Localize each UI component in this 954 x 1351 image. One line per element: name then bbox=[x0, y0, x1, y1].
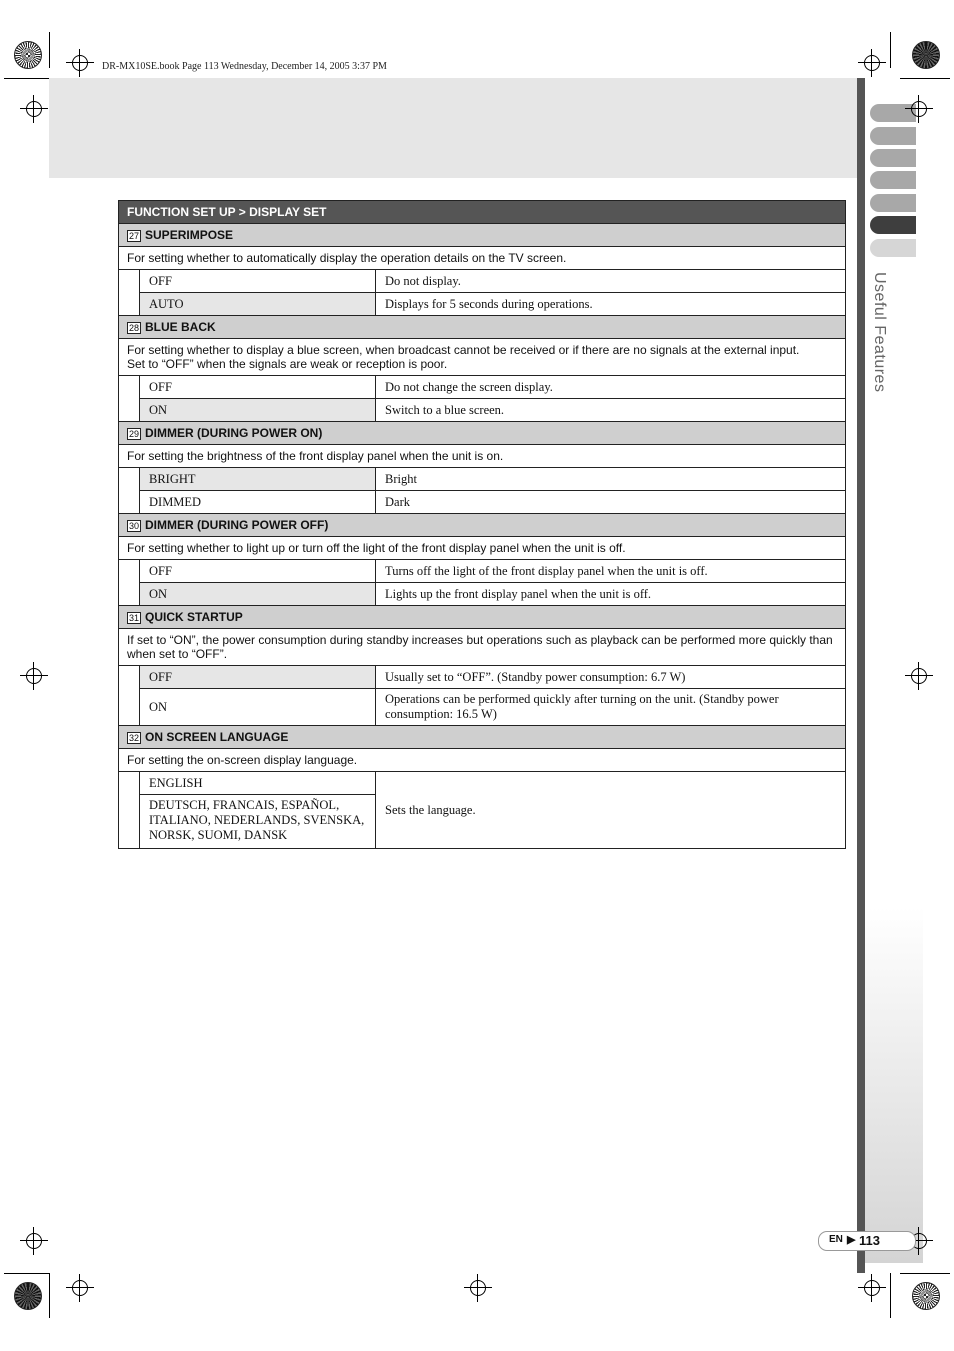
section-number: 30 bbox=[129, 521, 140, 531]
crosshair-mark bbox=[864, 1280, 880, 1296]
option-value: Displays for 5 seconds during operations. bbox=[376, 293, 846, 316]
option-value: Turns off the light of the front display panel when the unit is off. bbox=[376, 560, 846, 583]
section-title: DIMMER (DURING POWER ON) bbox=[145, 426, 323, 440]
blank-cell bbox=[119, 560, 140, 606]
section-heading bbox=[119, 514, 846, 537]
section-description: For setting whether to light up or turn off the light of the front display panel when the unit is off. bbox=[119, 537, 846, 560]
crop-line bbox=[49, 32, 50, 68]
blank-cell bbox=[119, 376, 140, 422]
blank-cell bbox=[119, 666, 140, 726]
language-code: EN bbox=[829, 1234, 843, 1245]
section-number: 28 bbox=[129, 323, 140, 333]
option-value: Lights up the front display panel when the unit is off. bbox=[376, 583, 846, 606]
option-name: AUTO bbox=[140, 293, 376, 316]
crosshair-mark bbox=[864, 55, 880, 71]
side-section-label: Useful Features bbox=[871, 272, 888, 393]
crosshair-mark bbox=[470, 1280, 486, 1296]
section-number: 27 bbox=[129, 231, 140, 241]
chapter-tab[interactable] bbox=[870, 171, 916, 189]
description-line: Set to “OFF” when the signals are weak or reception is poor. bbox=[127, 357, 448, 371]
section-title: SUPERIMPOSE bbox=[145, 228, 234, 242]
section-title: ON SCREEN LANGUAGE bbox=[145, 730, 289, 744]
crosshair-mark bbox=[72, 1280, 88, 1296]
registration-rosette bbox=[14, 1282, 42, 1310]
section-number: 32 bbox=[129, 733, 140, 743]
page-number-badge bbox=[818, 1231, 916, 1251]
chapter-tab[interactable] bbox=[870, 239, 916, 257]
description-line: For setting whether to display a blue screen, when broadcast cannot be received or if there are no signals at the external input. bbox=[127, 343, 800, 357]
crop-line bbox=[890, 1273, 891, 1318]
option-name: OFF bbox=[140, 666, 376, 689]
section-description bbox=[119, 339, 846, 376]
option-name: OFF bbox=[140, 376, 376, 399]
crosshair-mark bbox=[26, 101, 42, 117]
crosshair-mark bbox=[26, 668, 42, 684]
option-value: Do not display. bbox=[376, 270, 846, 293]
section-heading bbox=[119, 316, 846, 339]
chapter-tab[interactable] bbox=[870, 127, 916, 145]
section-title: DIMMER (DURING POWER OFF) bbox=[145, 518, 329, 532]
crosshair-mark bbox=[911, 668, 927, 684]
chapter-tab[interactable] bbox=[870, 194, 916, 212]
crosshair-mark bbox=[72, 55, 88, 71]
section-title: QUICK STARTUP bbox=[145, 610, 243, 624]
option-name: BRIGHT bbox=[140, 468, 376, 491]
chapter-tab[interactable] bbox=[870, 104, 916, 122]
table-header: FUNCTION SET UP > DISPLAY SET bbox=[119, 201, 846, 224]
option-value: Operations can be performed quickly after turning on the unit. (Standby power consumption: 16.5 W) bbox=[376, 689, 846, 726]
option-value: Sets the language. bbox=[376, 772, 846, 849]
registration-rosette bbox=[912, 41, 940, 69]
section-description: For setting the brightness of the front display panel when the unit is on. bbox=[119, 445, 846, 468]
crop-line bbox=[4, 78, 49, 79]
option-name: ON bbox=[140, 583, 376, 606]
crosshair-mark bbox=[26, 1233, 42, 1249]
registration-rosette bbox=[14, 41, 42, 69]
option-name: DIMMED bbox=[140, 491, 376, 514]
option-name: ON bbox=[140, 689, 376, 726]
section-description: For setting whether to automatically display the operation details on the TV screen. bbox=[119, 247, 846, 270]
option-name: DEUTSCH, FRANCAIS, ESPAÑOL, ITALIANO, NEDERLANDS, SVENSKA, NORSK, SUOMI, DANSK bbox=[140, 795, 376, 849]
registration-rosette bbox=[912, 1282, 940, 1310]
option-name: ENGLISH bbox=[140, 772, 376, 795]
option-value: Do not change the screen display. bbox=[376, 376, 846, 399]
header-band bbox=[49, 78, 859, 178]
crop-line bbox=[4, 1273, 49, 1274]
section-description: For setting the on-screen display language. bbox=[119, 749, 846, 772]
crosshair-mark bbox=[911, 101, 927, 117]
crop-line bbox=[890, 32, 891, 68]
section-description: If set to “ON”, the power consumption during standby increases but operations such as playback can be performed more quickly than when set to “OFF”. bbox=[119, 629, 846, 666]
chapter-tab-active[interactable] bbox=[870, 216, 916, 234]
option-value: Usually set to “OFF”. (Standby power consumption: 6.7 W) bbox=[376, 666, 846, 689]
section-heading bbox=[119, 606, 846, 629]
option-value: Dark bbox=[376, 491, 846, 514]
section-heading bbox=[119, 224, 846, 247]
blank-cell bbox=[119, 270, 140, 316]
option-value: Bright bbox=[376, 468, 846, 491]
blank-cell bbox=[119, 468, 140, 514]
option-name: ON bbox=[140, 399, 376, 422]
chapter-tab[interactable] bbox=[870, 149, 916, 167]
option-value: Switch to a blue screen. bbox=[376, 399, 846, 422]
section-heading bbox=[119, 422, 846, 445]
page-number: 113 bbox=[859, 1233, 880, 1248]
section-number: 31 bbox=[129, 613, 140, 623]
option-name: OFF bbox=[140, 560, 376, 583]
arrow-right-icon: ▶ bbox=[847, 1234, 856, 1246]
crop-line bbox=[900, 1273, 950, 1274]
section-heading bbox=[119, 726, 846, 749]
section-number: 29 bbox=[129, 429, 140, 439]
blank-cell bbox=[119, 772, 140, 849]
side-bar bbox=[857, 78, 865, 1273]
display-set-table bbox=[118, 200, 846, 849]
crop-line bbox=[900, 78, 950, 79]
print-header: DR-MX10SE.book Page 113 Wednesday, December 14, 2005 3:37 PM bbox=[102, 61, 387, 72]
section-title: BLUE BACK bbox=[145, 320, 216, 334]
crop-line bbox=[49, 1273, 50, 1318]
option-name: OFF bbox=[140, 270, 376, 293]
